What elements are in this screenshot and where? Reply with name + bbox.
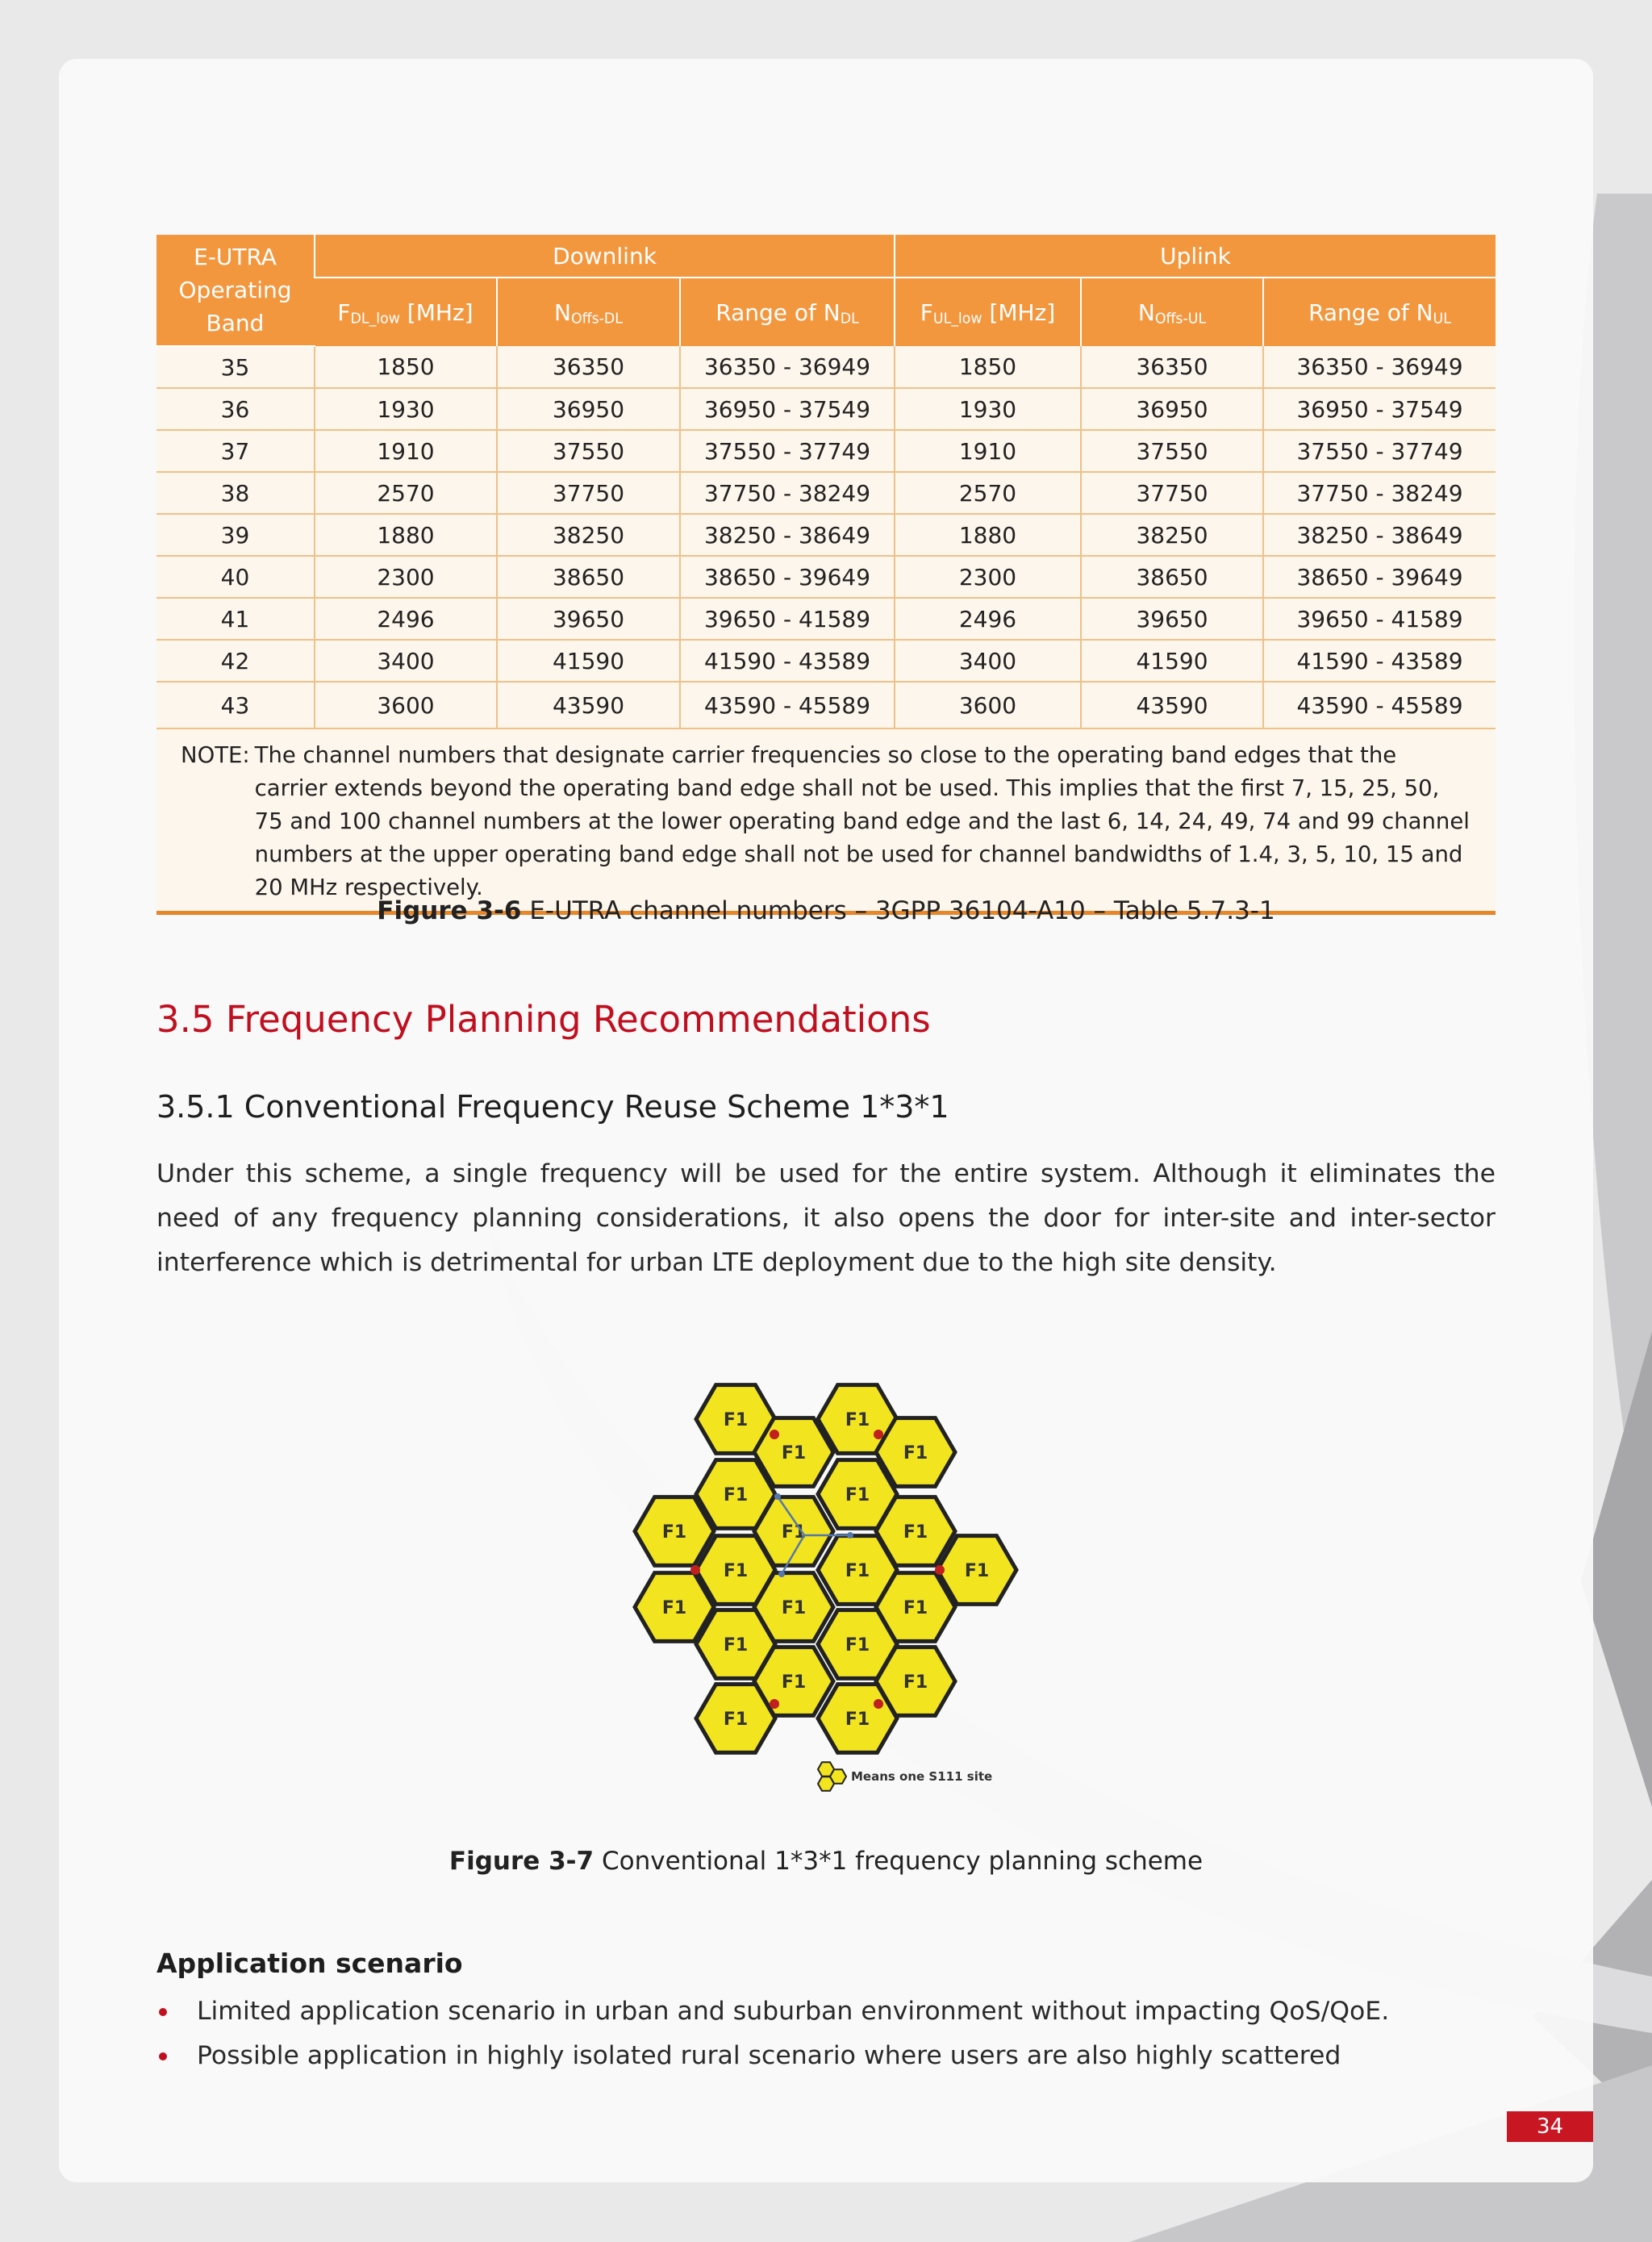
cell-range-dl: 36950 - 37549 [680,388,895,430]
cell-ful: 3400 [895,640,1081,682]
cell-ful: 1930 [895,388,1081,430]
cell-label: F1 [781,1443,807,1463]
ful-low-header: $F_{UL\_low}$ [MHz] [895,278,1081,346]
list-item-text: Possible application in highly isolated rural scenario where users are also highly scattered [197,2041,1341,2070]
cell-range-ul: 39650 - 41589 [1263,598,1496,640]
cell-noffs-dl: 41590 [497,640,680,682]
cell-noffs-dl: 43590 [497,682,680,729]
cell-band: 42 [156,640,315,682]
bullet-icon [159,2008,167,2016]
legend-site-icon [818,1762,846,1790]
cell-noffs-ul: 38250 [1081,514,1263,556]
figure-3-7-caption [0,1847,1652,1876]
diagram-legend [818,1762,992,1790]
application-heading: Application scenario [156,1948,463,1979]
cell-noffs-dl: 39650 [497,598,680,640]
cell-noffs-dl: 37550 [497,430,680,472]
cell-fdl: 2300 [315,556,497,598]
range-nul-header: Range of $N_{UL}$ [1263,278,1496,346]
cell-noffs-dl: 36950 [497,388,680,430]
cell-noffs-ul: 36950 [1081,388,1263,430]
list-item [156,2034,1389,2078]
list-item [156,1989,1389,2034]
figure-3-6-caption [0,896,1652,925]
cell-range-ul: 43590 - 45589 [1263,682,1496,729]
page-number: 34 [1507,2111,1593,2142]
cell-band: 35 [156,346,315,388]
cell-label: F1 [845,1635,870,1655]
cell-range-ul: 38650 - 39649 [1263,556,1496,598]
table-row [156,430,1496,472]
cell-noffs-dl: 36350 [497,346,680,388]
cell-noffs-ul: 41590 [1081,640,1263,682]
cell-band: 40 [156,556,315,598]
channel-numbers-table [156,235,1496,915]
cell-ful: 3600 [895,682,1081,729]
cell-noffs-dl: 37750 [497,472,680,514]
cell-band: 41 [156,598,315,640]
cell-label: F1 [723,1710,749,1730]
band-header: E-UTRA Operating Band [156,235,315,346]
cell-range-dl: 37750 - 38249 [680,472,895,514]
cell-range-dl: 41590 - 43589 [680,640,895,682]
cell-noffs-ul: 37750 [1081,472,1263,514]
cell-ful: 2570 [895,472,1081,514]
table-header-row [156,235,1496,278]
cell-fdl: 1930 [315,388,497,430]
cell-label: F1 [661,1522,687,1543]
fdl-low-header: $F_{DL\_low}$ [MHz] [315,278,497,346]
cell-noffs-ul: 39650 [1081,598,1263,640]
table-row [156,556,1496,598]
range-ndl-header: Range of $N_{DL}$ [680,278,895,346]
legend-hex [818,1776,834,1790]
cell-range-dl: 38250 - 38649 [680,514,895,556]
cell-fdl: 1850 [315,346,497,388]
figure-text: Conventional 1*3*1 frequency planning scheme [594,1847,1204,1876]
subsection-heading [156,1089,949,1125]
note-text: The channel numbers that designate carrier frequencies so close to the operating band edges that the carrier extends beyond the operating band edge shall not be used. This implies that the first 7, 15, 25, 50, 75 and 100 channel numbers at the lower operating band edge and the last 6, 14, 24, 49, 74 and 99 channel numbers at the upper operating band edge shall not be used for channel bandwidths of 1.4, 3, 5, 10, 15 and 20 MHz respectively. [254,742,1470,900]
table-note [156,729,1496,913]
table-row [156,640,1496,682]
cell-band: 38 [156,472,315,514]
cell-ful: 1910 [895,430,1081,472]
cell-label: F1 [903,1522,928,1543]
table-row [156,346,1496,388]
cell-label: F1 [845,1410,870,1430]
subsection-number: 3.5.1 [156,1089,235,1125]
cell-label: F1 [723,1410,749,1430]
figure-label: Figure 3-6 [377,896,522,925]
cell-range-dl: 43590 - 45589 [680,682,895,729]
table-row [156,472,1496,514]
cell-fdl: 1880 [315,514,497,556]
body-paragraph: Under this scheme, a single frequency will be used for the entire system. Although it eliminates the need of any frequency planning considerations, it also opens the door for inter-site and inter-sector interference which is detrimental for urban LTE deployment due to the high site density. [156,1159,1496,1277]
cell-label: F1 [781,1672,807,1693]
cell-label: F1 [723,1635,749,1655]
application-list [156,1989,1389,2078]
cell-noffs-dl: 38650 [497,556,680,598]
cell-label: F1 [903,1443,928,1463]
section-number: 3.5 [156,998,215,1041]
table-row [156,598,1496,640]
section-title: Frequency Planning Recommendations [225,998,931,1041]
cell-band: 37 [156,430,315,472]
table-row [156,388,1496,430]
cell-label: F1 [964,1561,990,1581]
cell-fdl: 2496 [315,598,497,640]
site-dot [935,1565,945,1575]
cell-noffs-ul: 36350 [1081,346,1263,388]
cell-band: 43 [156,682,315,729]
cell-range-ul: 41590 - 43589 [1263,640,1496,682]
cell-range-dl: 36350 - 36949 [680,346,895,388]
bullet-icon [159,2052,167,2060]
frequency-reuse-diagram [621,1376,1032,1804]
cell-label: F1 [781,1598,807,1618]
table-row [156,514,1496,556]
cell-range-dl: 39650 - 41589 [680,598,895,640]
cell-label: F1 [723,1561,749,1581]
cell-noffs-ul: 38650 [1081,556,1263,598]
subsection-title: Conventional Frequency Reuse Scheme 1*3*1 [244,1089,949,1125]
cell-range-ul: 37750 - 38249 [1263,472,1496,514]
cell-fdl: 2570 [315,472,497,514]
site-dot [770,1699,779,1709]
table-row [156,682,1496,729]
site-dot [770,1430,779,1439]
downlink-header: Downlink [315,235,895,278]
cell-band: 39 [156,514,315,556]
cell-range-ul: 36950 - 37549 [1263,388,1496,430]
cell-range-ul: 37550 - 37749 [1263,430,1496,472]
cell-range-dl: 38650 - 39649 [680,556,895,598]
cell-range-dl: 37550 - 37749 [680,430,895,472]
cell-label: F1 [903,1598,928,1618]
cell-fdl: 3400 [315,640,497,682]
noffs-ul-header: $N_{Offs-UL}$ [1081,278,1263,346]
cell-ful: 2300 [895,556,1081,598]
cell-fdl: 1910 [315,430,497,472]
legend-text: Means one S111 site [851,1769,993,1784]
section-heading [156,998,931,1041]
cell-label: F1 [845,1561,870,1581]
list-item-text: Limited application scenario in urban and suburban environment without impacting QoS/QoE. [197,1997,1390,2026]
table-note-row [156,729,1496,913]
cell-range-ul: 38250 - 38649 [1263,514,1496,556]
table-subheader-row [156,278,1496,346]
figure-text: E-UTRA channel numbers – 3GPP 36104-A10 – Table 5.7.3-1 [521,896,1275,925]
note-label: NOTE: [181,742,250,768]
cell-noffs-ul: 37550 [1081,430,1263,472]
cell-label: F1 [661,1598,687,1618]
cell-ful: 2496 [895,598,1081,640]
cell-label: F1 [845,1710,870,1730]
cell-label: F1 [903,1672,928,1693]
cell-ful: 1850 [895,346,1081,388]
site-dot [874,1699,883,1709]
cell-band: 36 [156,388,315,430]
cell-range-ul: 36350 - 36949 [1263,346,1496,388]
cell-noffs-ul: 43590 [1081,682,1263,729]
noffs-dl-header: $N_{Offs-DL}$ [497,278,680,346]
cell-label: F1 [781,1522,807,1543]
uplink-header: Uplink [895,235,1496,278]
cell-fdl: 3600 [315,682,497,729]
site-dot [690,1565,700,1575]
figure-label: Figure 3-7 [448,1847,594,1876]
cell-label: F1 [723,1485,749,1505]
cell-noffs-dl: 38250 [497,514,680,556]
cell-ful: 1880 [895,514,1081,556]
site-dot [874,1430,883,1439]
cell-label: F1 [845,1485,870,1505]
